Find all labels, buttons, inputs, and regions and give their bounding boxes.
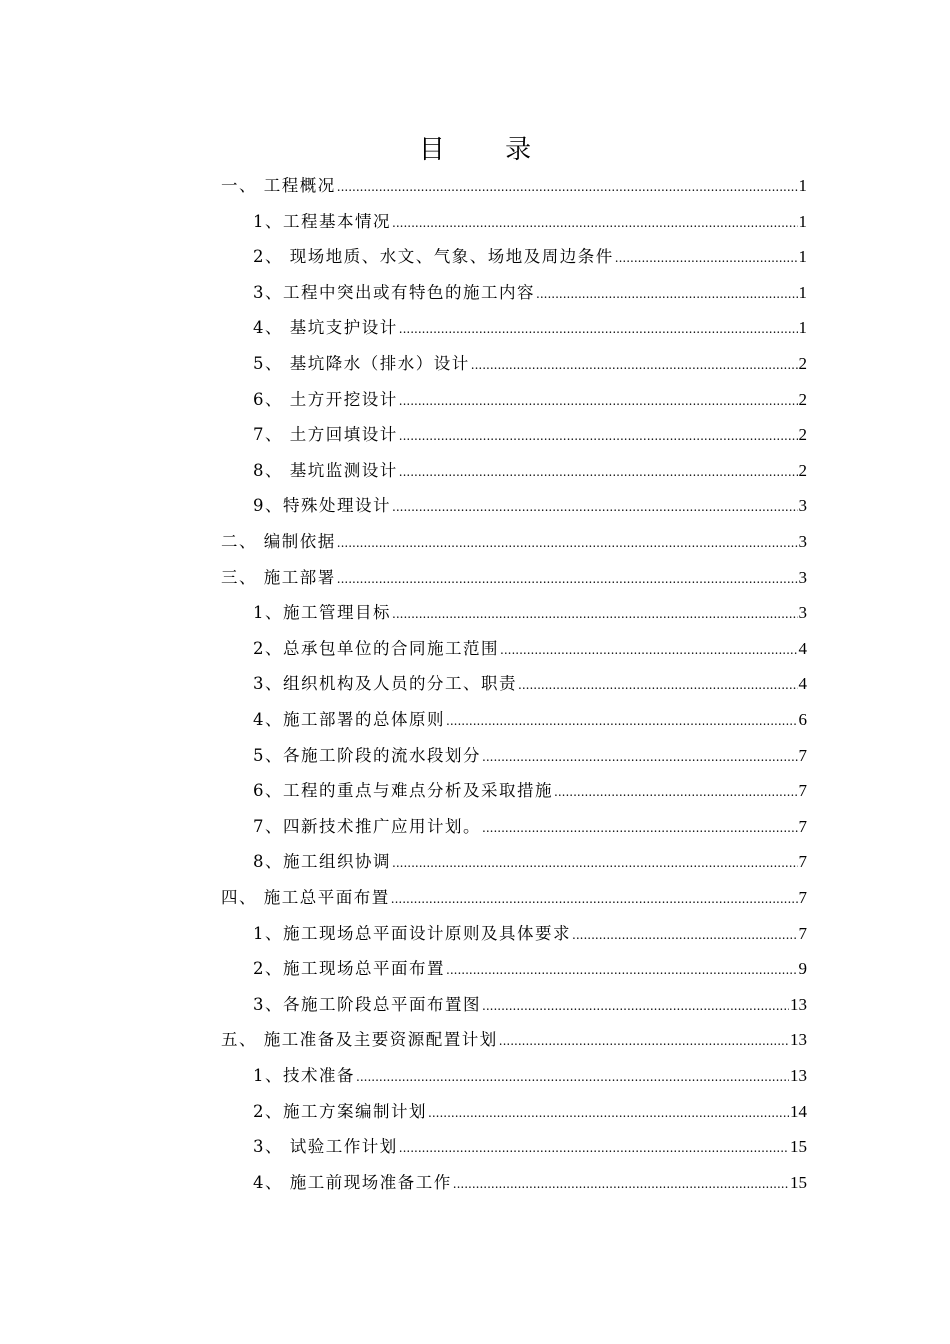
toc-page-number: 3 [798, 603, 807, 623]
toc-dot-leader [482, 809, 798, 846]
toc-subsection-entry[interactable] [253, 666, 807, 702]
toc-dot-leader [399, 453, 798, 490]
toc-page-number: 7 [798, 888, 807, 907]
toc-dot-leader [428, 1094, 789, 1131]
toc-page-number: 15 [790, 1172, 807, 1192]
toc-subsection-entry[interactable] [253, 1129, 807, 1165]
toc-subsection-entry[interactable] [253, 987, 807, 1023]
toc-subsection-entry[interactable] [253, 346, 807, 382]
toc-title: 目 录 [418, 135, 558, 165]
toc-dot-leader [356, 1058, 789, 1095]
toc-page-number: 7 [798, 816, 807, 836]
toc-subsection-entry[interactable] [253, 204, 807, 240]
toc-dot-leader [337, 168, 798, 205]
toc-subsection-entry[interactable] [253, 310, 807, 346]
toc-section-entry[interactable] [221, 1022, 807, 1058]
toc-entry-label: 6、工程的重点与难点分析及采取措施 [253, 781, 553, 801]
toc-entry-label: 四、 施工总平面布置 [221, 888, 390, 907]
toc-dot-leader [615, 239, 798, 276]
toc-dot-leader [554, 773, 798, 810]
toc-dot-leader [482, 738, 798, 775]
toc-dot-leader [399, 417, 798, 454]
toc-subsection-entry[interactable] [253, 275, 807, 311]
toc-page-number: 1 [798, 247, 807, 267]
toc-subsection-entry[interactable] [253, 809, 807, 845]
toc-subsection-entry[interactable] [253, 844, 807, 880]
toc-subsection-entry[interactable] [253, 595, 807, 631]
toc-dot-leader [499, 1022, 789, 1059]
toc-page-number: 6 [798, 710, 807, 729]
toc-subsection-entry[interactable] [253, 1165, 807, 1201]
toc-subsection-entry[interactable] [253, 382, 807, 418]
toc-page-number: 15 [790, 1137, 807, 1157]
toc-entry-label: 3、工程中突出或有特色的施工内容 [253, 282, 535, 302]
toc-dot-leader [471, 346, 798, 383]
toc-subsection-entry[interactable] [253, 1058, 807, 1094]
toc-dot-leader [446, 951, 798, 988]
toc-entry-label: 2、施工现场总平面布置 [253, 959, 445, 979]
toc-entry-label: 1、工程基本情况 [253, 211, 391, 231]
toc-subsection-entry[interactable] [253, 773, 807, 809]
toc-entry-label: 1、施工现场总平面设计原则及具体要求 [253, 923, 571, 943]
toc-entry-label: 一、 工程概况 [221, 176, 336, 195]
toc-page-number: 3 [798, 496, 807, 516]
toc-entry-label: 4、施工部署的总体原则 [253, 710, 445, 729]
toc-page-number: 2 [798, 389, 807, 409]
toc-page-number: 13 [790, 1066, 807, 1085]
toc-entry-label: 二、 编制依据 [221, 532, 336, 551]
toc-section-entry[interactable] [221, 168, 807, 204]
toc-subsection-entry[interactable] [253, 738, 807, 774]
toc-page-number: 3 [798, 532, 807, 551]
toc-page-number: 7 [798, 852, 807, 872]
toc-dot-leader [399, 310, 798, 347]
toc-page-number: 3 [798, 567, 807, 587]
toc-dot-leader [399, 1129, 789, 1166]
toc-page-number: 7 [798, 781, 807, 801]
toc-entry-label: 7、四新技术推广应用计划。 [253, 816, 481, 836]
toc-dot-leader [337, 524, 798, 561]
toc-page-number: 13 [790, 1030, 807, 1050]
toc-entry-label: 1、技术准备 [253, 1066, 355, 1085]
toc-entry-label: 4、 施工前现场准备工作 [253, 1172, 452, 1192]
toc-entry-label: 4、 基坑支护设计 [253, 318, 398, 338]
toc-page-number: 2 [798, 354, 807, 373]
toc-page-number: 14 [790, 1101, 807, 1121]
toc-dot-leader [482, 987, 789, 1024]
toc-entry-label: 2、 现场地质、水文、气象、场地及周边条件 [253, 247, 614, 267]
toc-dot-leader [536, 275, 798, 312]
toc-page-number: 7 [798, 923, 807, 943]
toc-entry-label: 5、 基坑降水（排水）设计 [253, 354, 470, 373]
toc-section-entry[interactable] [221, 560, 807, 596]
toc-page-number: 9 [798, 959, 807, 979]
toc-page-number: 13 [790, 994, 807, 1014]
toc-entry-label: 2、总承包单位的合同施工范围 [253, 638, 499, 658]
toc-dot-leader [399, 382, 798, 419]
toc-page-number: 4 [798, 674, 807, 694]
toc-dot-leader [453, 1165, 789, 1202]
toc-subsection-entry[interactable] [253, 1094, 807, 1130]
toc-entry-label: 1、施工管理目标 [253, 603, 391, 623]
toc-dot-leader [392, 595, 798, 632]
toc-entry-label: 三、 施工部署 [221, 567, 336, 587]
toc-subsection-entry[interactable] [253, 417, 807, 453]
toc-dot-leader [391, 880, 798, 917]
toc-entry-label: 3、 试验工作计划 [253, 1137, 398, 1157]
toc-entry-label: 6、 土方开挖设计 [253, 389, 398, 409]
toc-entry-label: 3、组织机构及人员的分工、职责 [253, 674, 517, 694]
toc-page-number: 1 [798, 318, 807, 338]
toc-page-number: 1 [798, 282, 807, 302]
toc-entry-label: 5、各施工阶段的流水段划分 [253, 745, 481, 765]
toc-entry-label: 2、施工方案编制计划 [253, 1101, 427, 1121]
toc-subsection-entry[interactable] [253, 631, 807, 667]
toc-section-entry[interactable] [221, 524, 807, 560]
toc-section-entry[interactable] [221, 880, 807, 916]
toc-page-number: 1 [798, 176, 807, 195]
toc-subsection-entry[interactable] [253, 453, 807, 489]
toc-entry-label: 7、 土方回填设计 [253, 425, 398, 445]
toc-subsection-entry[interactable] [253, 239, 807, 275]
toc-dot-leader [392, 204, 798, 241]
toc-subsection-entry[interactable] [253, 702, 807, 738]
toc-entry-label: 五、 施工准备及主要资源配置计划 [221, 1030, 498, 1050]
toc-entry-label: 8、 基坑监测设计 [253, 460, 398, 480]
toc-page-number: 4 [798, 638, 807, 658]
toc-entry-label: 9、特殊处理设计 [253, 496, 391, 516]
toc-dot-leader [392, 844, 798, 881]
toc-subsection-entry[interactable] [253, 488, 807, 524]
toc-page-number: 2 [798, 425, 807, 445]
toc-dot-leader [337, 560, 798, 597]
toc-subsection-entry[interactable] [253, 916, 807, 952]
toc-page-number: 1 [798, 211, 807, 231]
toc-page-number: 2 [798, 460, 807, 480]
toc-dot-leader [572, 916, 798, 953]
toc-entry-label: 3、各施工阶段总平面布置图 [253, 994, 481, 1014]
toc-page-number: 7 [798, 745, 807, 765]
toc-dot-leader [518, 666, 798, 703]
toc-subsection-entry[interactable] [253, 951, 807, 987]
toc-entry-label: 8、施工组织协调 [253, 852, 391, 872]
toc-dot-leader [500, 631, 798, 668]
toc-dot-leader [446, 702, 798, 739]
toc-dot-leader [392, 488, 798, 525]
